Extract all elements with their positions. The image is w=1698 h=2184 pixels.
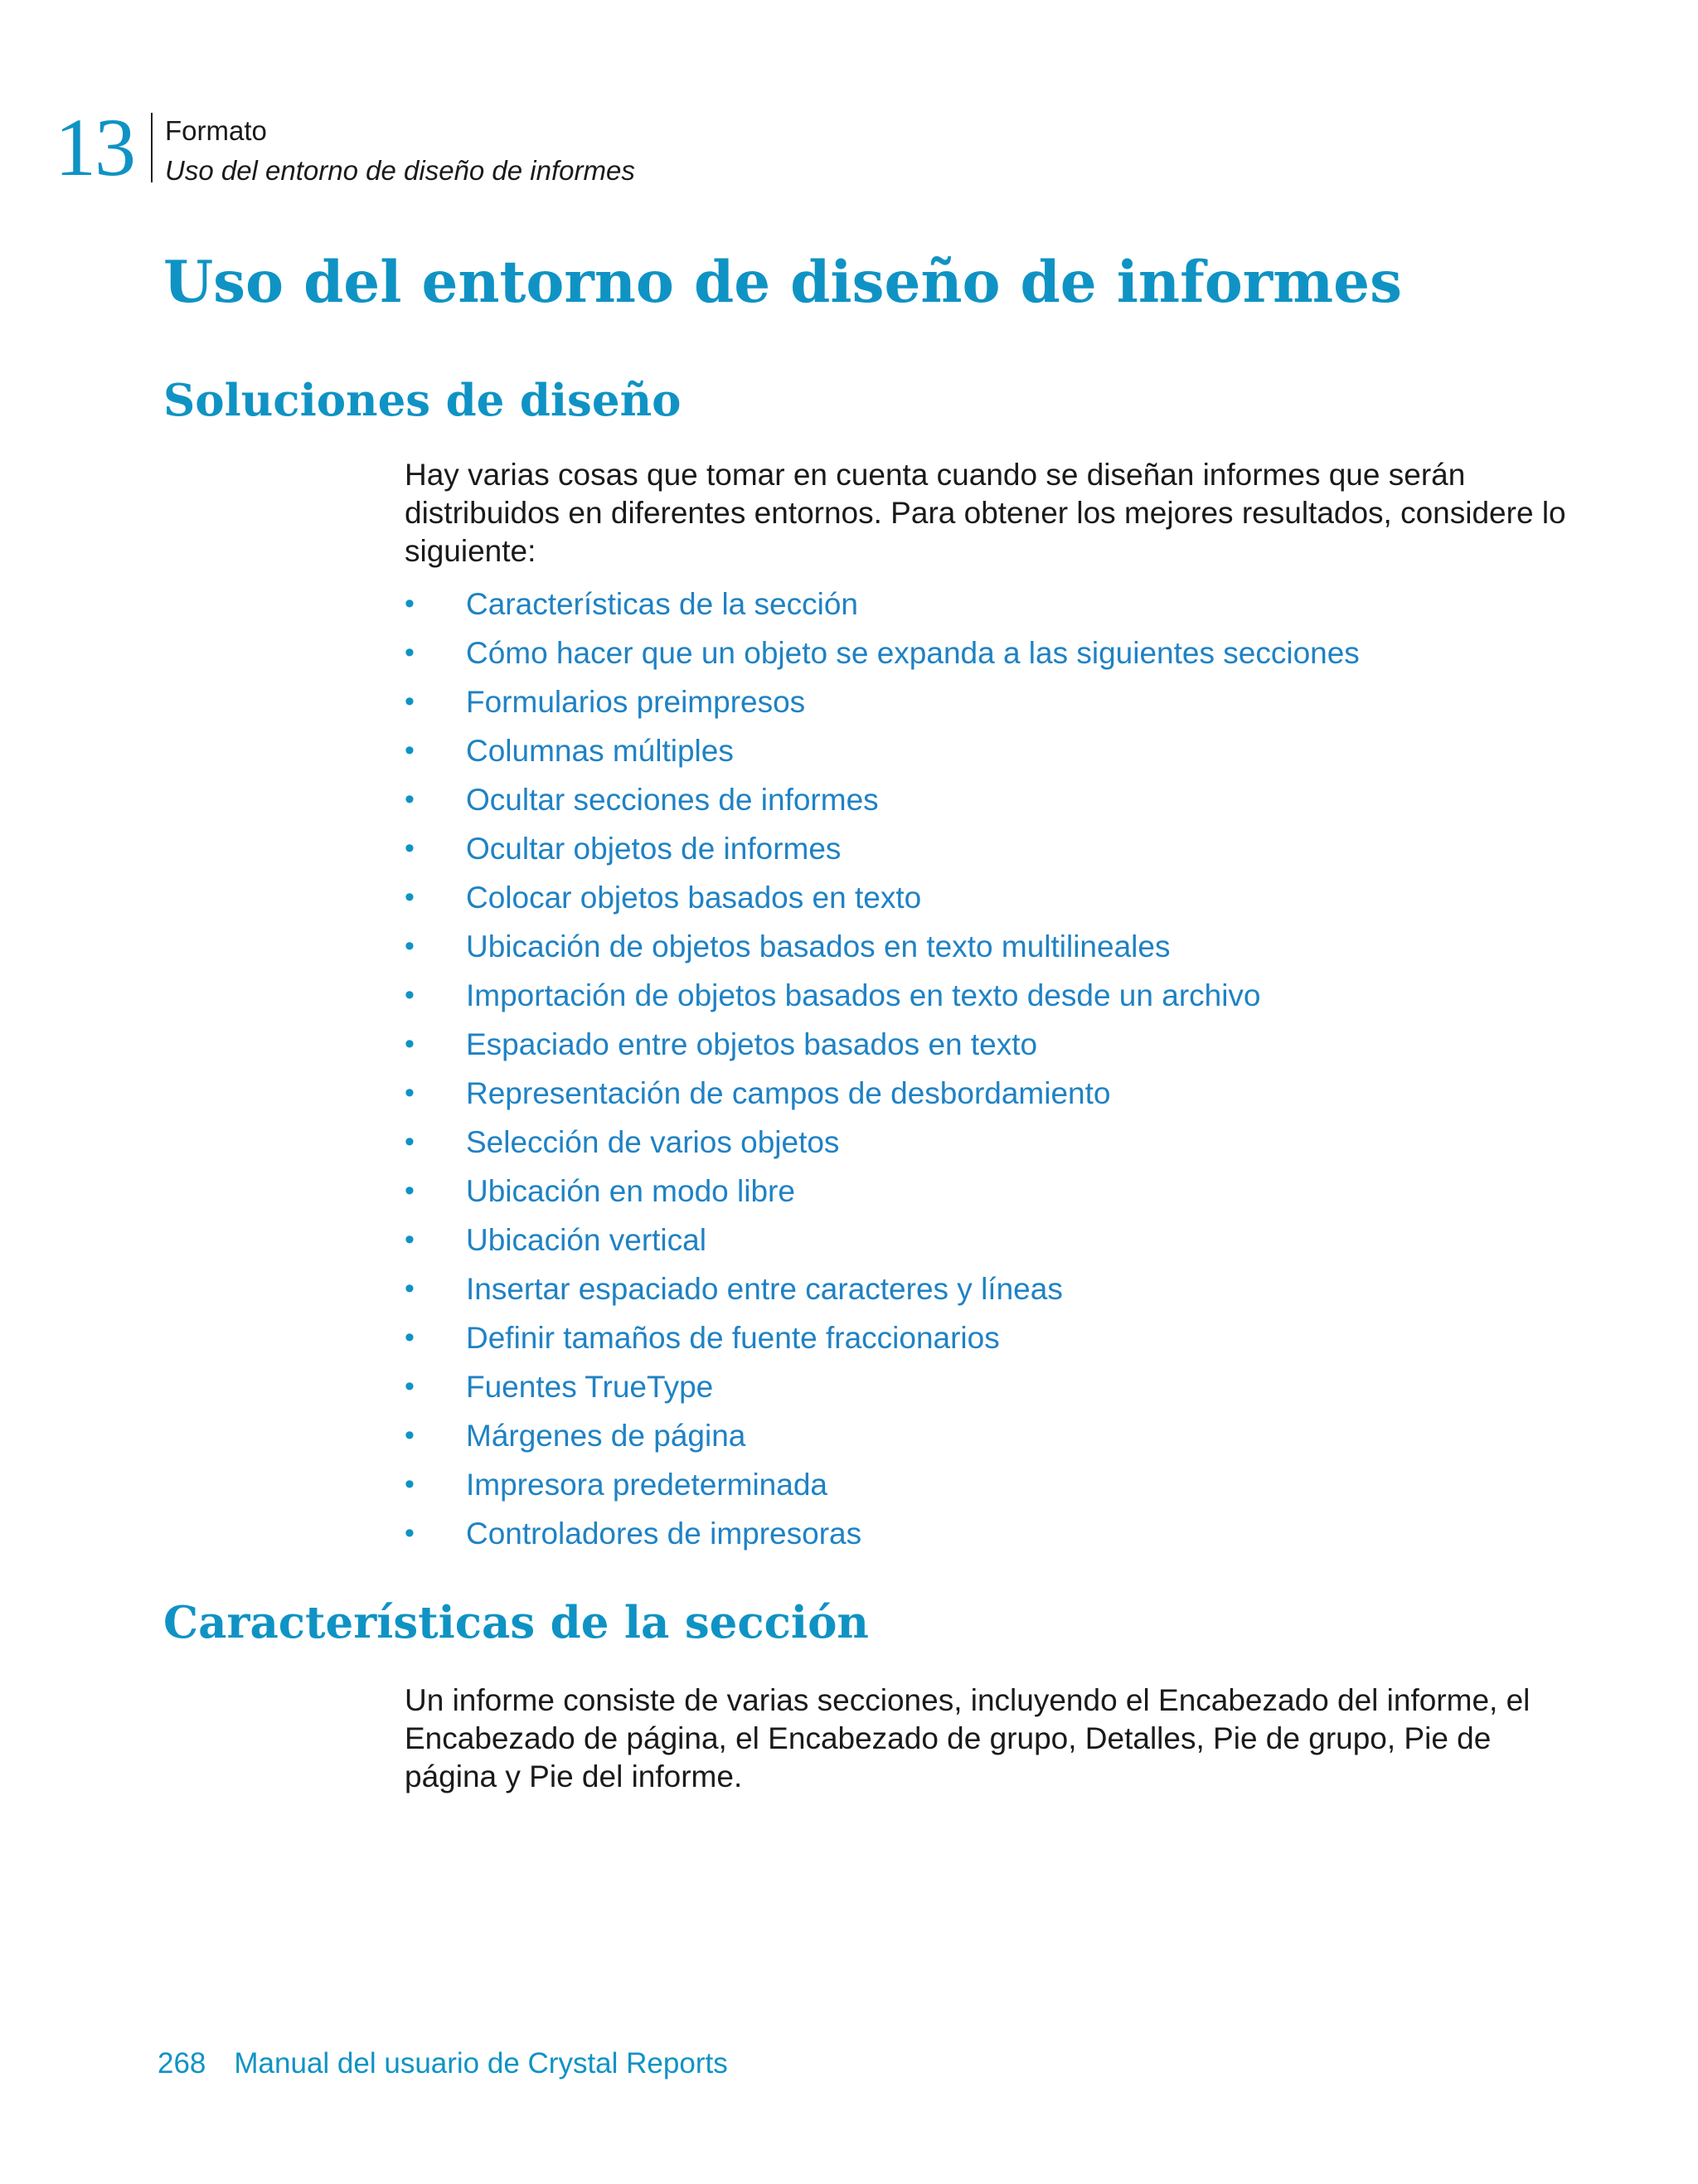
topic-link[interactable]: Ocultar objetos de informes [466,832,842,866]
running-head-chapter-title: Formato [165,115,267,146]
bullet-icon: • [405,1468,415,1500]
topic-link[interactable]: Ubicación en modo libre [466,1174,795,1208]
topic-link[interactable]: Cómo hacer que un objeto se expanda a las siguientes secciones [466,636,1360,670]
topic-link[interactable]: Importación de objetos basados en texto desde un archivo [466,978,1261,1012]
bullet-icon: • [405,881,415,913]
topic-link[interactable]: Insertar espaciado entre caracteres y líneas [466,1272,1063,1306]
running-head-section-title: Uso del entorno de diseño de informes [165,155,635,186]
topic-link[interactable]: Impresora predeterminada [466,1468,827,1502]
topic-link[interactable]: Ubicación vertical [466,1223,706,1257]
bullet-icon: • [405,979,415,1011]
page-footer [158,2045,728,2083]
topic-link[interactable]: Formularios preimpresos [466,685,806,719]
bullet-icon: • [405,784,415,815]
intro-paragraph: Hay varias cosas que tomar en cuenta cuando se diseñan informes que serán distribuidos en diferentes entornos. Para obtener los mejores resultados, considere lo siguiente: [405,458,1566,568]
topic-link[interactable]: Controladores de impresoras [466,1517,862,1551]
bullet-icon: • [405,1077,415,1109]
bullet-icon: • [405,1420,415,1451]
book-title: Manual del usuario de Crystal Reports [234,2047,728,2080]
bullet-icon: • [405,1224,415,1255]
topic-link[interactable]: Márgenes de página [466,1419,746,1453]
chapter-number: 13 [55,101,134,193]
bullet-icon: • [405,1371,415,1402]
bullet-icon: • [405,735,415,766]
section-features-paragraph: Un informe consiste de varias secciones, incluyendo el Encabezado del informe, el Encabezado de página, el Encabezado de grupo, Detalles, Pie de grupo, Pie de página y Pie del informe. [405,1683,1531,1793]
bullet-icon: • [405,637,415,668]
bullet-icon: • [405,832,415,864]
topic-link[interactable]: Definir tamaños de fuente fraccionarios [466,1321,1000,1355]
bullet-icon: • [405,930,415,962]
bullet-icon: • [405,1517,415,1549]
running-head-divider [151,113,153,182]
topic-link[interactable]: Columnas múltiples [466,734,734,768]
running-head-text [165,111,635,191]
bullet-icon: • [405,1028,415,1060]
bullet-icon: • [405,1175,415,1206]
topic-link[interactable]: Fuentes TrueType [466,1370,714,1404]
topic-link[interactable]: Ubicación de objetos basados en texto multilineales [466,929,1171,963]
bullet-icon: • [405,1273,415,1304]
section-heading-design-solutions: Soluciones de diseño [163,375,682,426]
bullet-icon: • [405,1322,415,1353]
page-number: 268 [158,2047,206,2080]
topic-link[interactable]: Espaciado entre objetos basados en texto [466,1027,1038,1061]
topic-link[interactable]: Representación de campos de desbordamiento [466,1076,1111,1110]
bullet-icon: • [405,1126,415,1158]
topic-link[interactable]: Características de la sección [466,587,858,621]
topic-link[interactable]: Selección de varios objetos [466,1125,840,1159]
topic-link[interactable]: Ocultar secciones de informes [466,783,879,817]
section-heading-section-features: Características de la sección [163,1597,869,1648]
topic-link[interactable]: Colocar objetos basados en texto [466,881,922,915]
bullet-icon: • [405,686,415,717]
bullet-icon: • [405,588,415,619]
page-title: Uso del entorno de diseño de informes [163,249,1402,316]
